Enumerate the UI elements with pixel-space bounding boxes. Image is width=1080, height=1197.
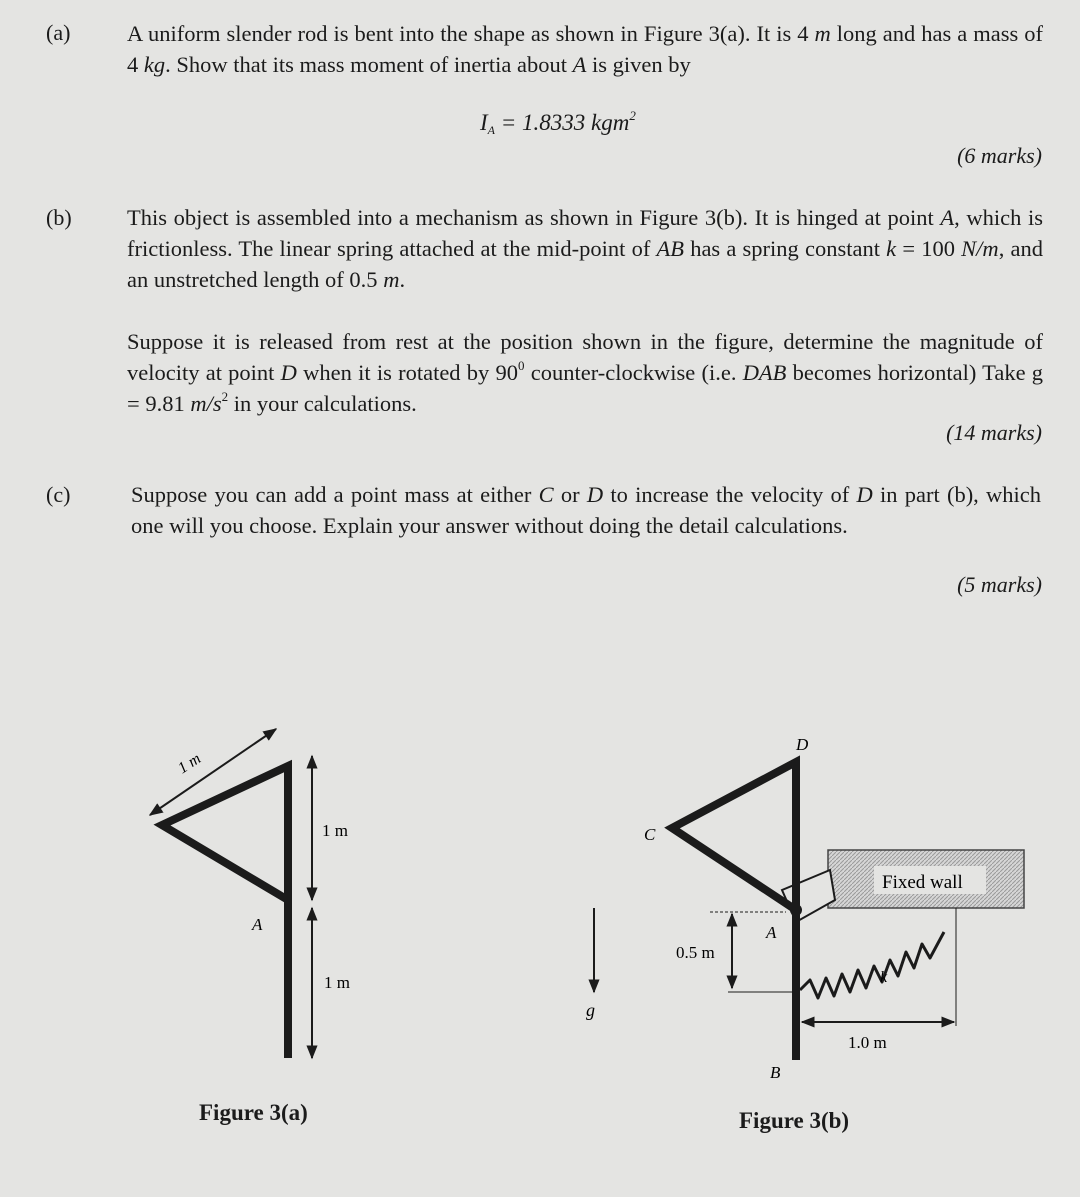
part-c-label: (c) (46, 482, 71, 507)
figure-3a (130, 720, 390, 1080)
inertia-equation: $I_A = 1.8333$ kgm$^2$ (480, 108, 636, 137)
part-b-label: (b) (46, 205, 72, 230)
part-c-text: Suppose you can add a point mass at either C or D to increase the velocity of D in part (b), which one will you choose. Explain your answer without doing the detail calculations. (131, 482, 1042, 538)
point-b-label: B (770, 1063, 781, 1082)
point-a-label-b: A (766, 923, 777, 942)
point-a-label: A (252, 915, 263, 934)
part-b-paragraph-2: Suppose it is released from rest at the position shown in the figure, determine the magnitude of velocity at point D when it is rotated by $90^0$ counter-clockwise (i.e. DAB becomes horizontal) Take g = 9.81 $m/s^2$ in your calculations. (127, 329, 1044, 416)
figure-3a-caption: Figure 3(a) (199, 1100, 308, 1125)
figure-3b-caption: Figure 3(b) (739, 1108, 850, 1133)
part-b-marks: (14 marks) (946, 420, 1042, 445)
part-c-marks: (5 marks) (957, 572, 1042, 597)
point-d-label: D (796, 735, 809, 754)
diagonal-dimension-label: 1 m (175, 750, 205, 778)
horizontal-dimension-label: 1.0 m (848, 1033, 887, 1052)
gravity-label: g (586, 1000, 595, 1020)
fixed-wall-label: Fixed wall (882, 872, 963, 893)
point-c-label: C (644, 825, 656, 844)
part-a-marks: (6 marks) (957, 143, 1042, 168)
lower-dimension-label: 1 m (324, 973, 350, 992)
rod-shape (162, 766, 288, 1058)
upper-dimension-label: 1 m (322, 821, 348, 840)
rod-mechanism (672, 762, 796, 1060)
spring-label: k (880, 969, 888, 986)
part-a-label: (a) (46, 20, 71, 45)
part-a-text: A uniform slender rod is bent into the shape as shown in Figure 3(a). It is 4 m long and has a mass of 4 kg. Show that its mass moment of inertia about A is given by (127, 21, 1043, 77)
spring (800, 932, 944, 998)
vertical-dimension-label: 0.5 m (676, 943, 715, 962)
hinge-bracket (782, 870, 835, 922)
part-b-paragraph-1: This object is assembled into a mechanism as shown in Figure 3(b). It is hinged at point A, which is frictionless. The linear spring attached at the mid-point of AB has a spring constant k = 100 N/m, and an unstretched length of 0.5 m. (127, 205, 1044, 292)
figure-3b (560, 720, 1040, 1100)
